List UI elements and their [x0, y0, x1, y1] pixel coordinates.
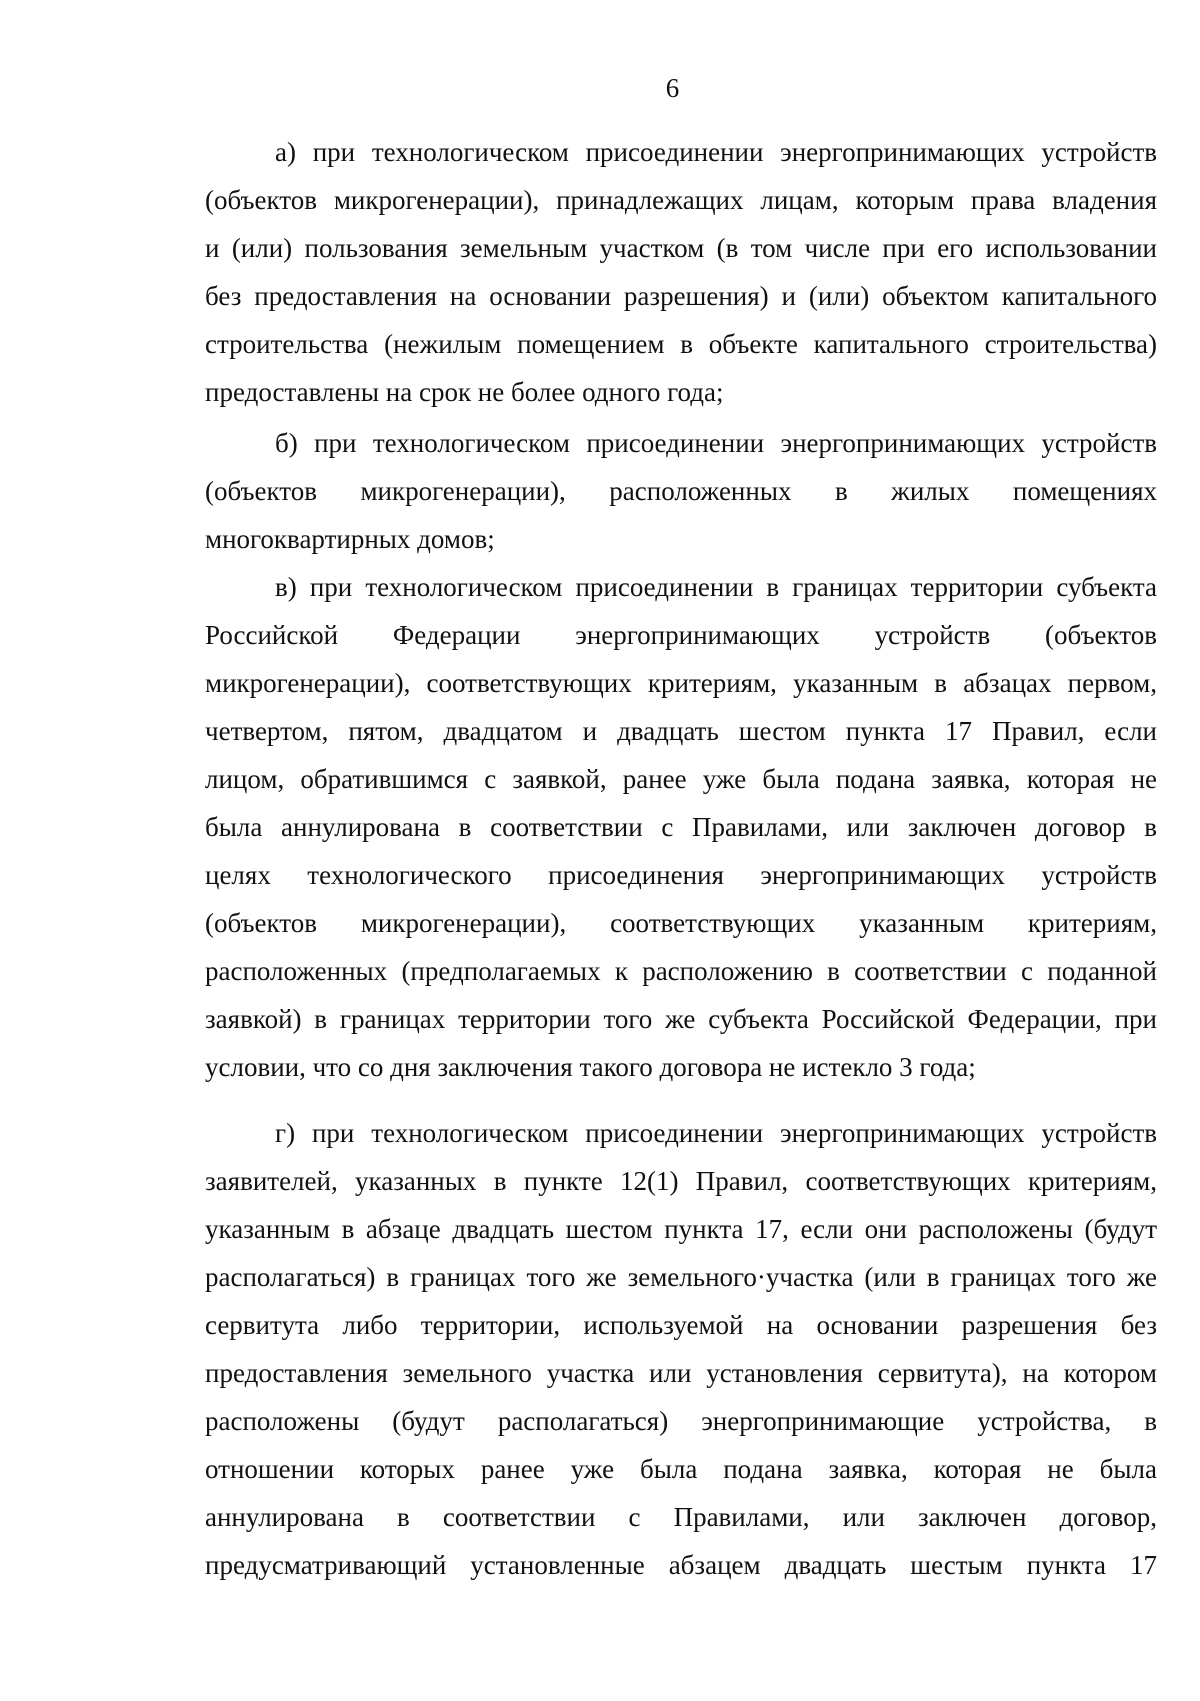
text-line: а) при технологическом присоединении энергопринимающих устройств [275, 137, 1157, 167]
paragraph-b [205, 419, 1157, 563]
text-line: указанным в абзаце двадцать шестом пункта 17, если они расположены (будут [205, 1214, 1157, 1244]
text-line: строительства (нежилым помещением в объекте капитального строительства) [205, 329, 1157, 359]
text-line: целях технологического присоединения энергопринимающих устройств [205, 860, 1157, 890]
text-line: условии, что со дня заключения такого договора не истекло 3 года; [205, 1052, 976, 1082]
text-line: расположенных (предполагаемых к расположению в соответствии с поданной [205, 956, 1157, 986]
paragraph-g [205, 1109, 1157, 1589]
text-line: заявкой) в границах территории того же субъекта Российской Федерации, при [205, 1004, 1157, 1034]
text-line: микрогенерации), соответствующих критериям, указанным в абзацах первом, [205, 668, 1157, 698]
text-line: Российской Федерации энергопринимающих устройств (объектов [205, 620, 1157, 650]
text-line: в) при технологическом присоединении в границах территории субъекта [275, 572, 1157, 602]
text-line: аннулирована в соответствии с Правилами, или заключен договор, [205, 1502, 1157, 1532]
text-line: (объектов микрогенерации), принадлежащих лицам, которым права владения [205, 185, 1157, 215]
text-line: и (или) пользования земельным участком (в том числе при его использовании [205, 233, 1157, 263]
text-line: четвертом, пятом, двадцатом и двадцать шестом пункта 17 Правил, если [205, 716, 1157, 746]
text-line: (объектов микрогенерации), расположенных в жилых помещениях [205, 476, 1157, 506]
text-line: заявителей, указанных в пункте 12(1) Правил, соответствующих критериям, [205, 1166, 1157, 1196]
text-line: отношении которых ранее уже была подана заявка, которая не была [205, 1454, 1157, 1484]
text-line: без предоставления на основании разрешения) и (или) объектом капитального [205, 281, 1157, 311]
text-line: предоставления земельного участка или установления сервитута), на котором [205, 1358, 1157, 1388]
text-line: располагаться) в границах того же земельного·участка (или в границах того же [205, 1262, 1157, 1292]
text-line: (объектов микрогенерации), соответствующих указанным критериям, [205, 908, 1157, 938]
text-line: была аннулирована в соответствии с Правилами, или заключен договор в [205, 812, 1157, 842]
paragraph-a [205, 128, 1157, 416]
text-line: сервитута либо территории, используемой на основании разрешения без [205, 1310, 1157, 1340]
text-line: г) при технологическом присоединении энергопринимающих устройств [275, 1118, 1157, 1148]
text-line: предусматривающий установленные абзацем двадцать шестым пункта 17 [205, 1550, 1157, 1580]
text-line: предоставлены на срок не более одного года; [205, 377, 724, 407]
text-line: б) при технологическом присоединении энергопринимающих устройств [275, 428, 1157, 458]
text-line: лицом, обратившимся с заявкой, ранее уже была подана заявка, которая не [205, 764, 1157, 794]
page-number: 6 [665, 73, 680, 103]
text-line: расположены (будут располагаться) энергопринимающие устройства, в [205, 1406, 1157, 1436]
paragraph-v [205, 563, 1157, 1091]
text-line: многоквартирных домов; [205, 524, 495, 554]
